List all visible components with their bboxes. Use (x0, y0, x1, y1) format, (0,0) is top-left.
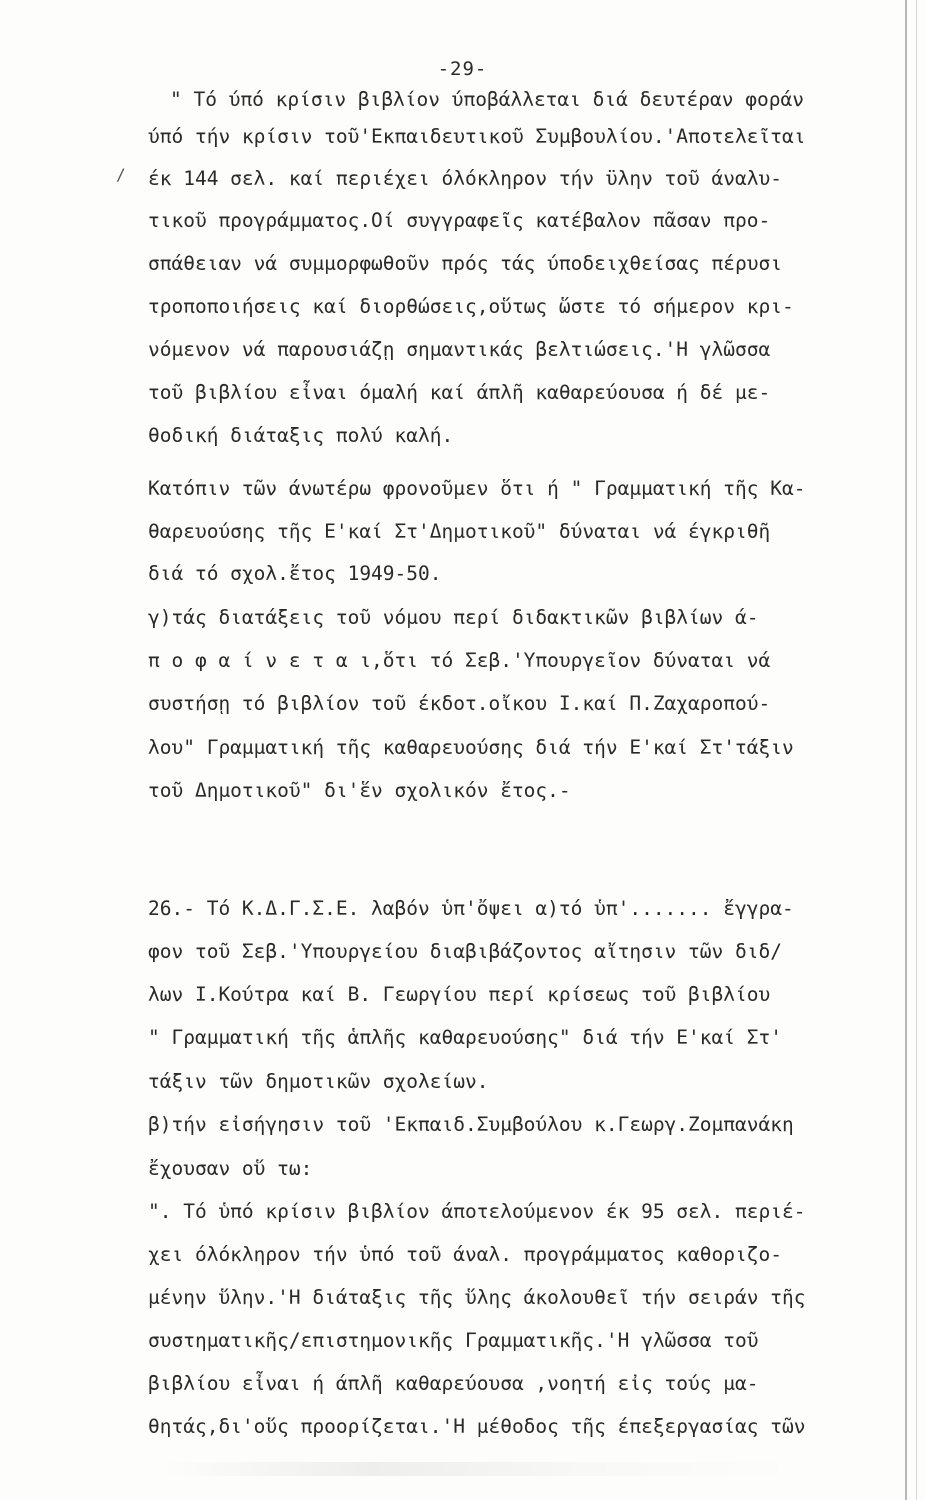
text-line: σπάθειαν νά συμμορφωθοῦν πρός τάς ύποδειχθείσας πέρυσι (148, 252, 782, 275)
text-line: θοδική διάταξις πολύ καλή. (148, 424, 454, 447)
page-number: -29- (437, 58, 488, 80)
text-line: φον τοῦ Σεβ.'Υπουργείου διαβιβάζοντος αἴτησιν τῶν διδ/ (148, 940, 782, 963)
text-line: τικοῦ προγράμματος.Οί συγγραφεῖς κατέβαλον πᾶσαν προ- (148, 209, 771, 232)
text-line: ύπό τήν κρίσιν τοῦ'Εκπαιδευτικοῦ Συμβουλίου.'Αποτελεῖται (148, 125, 806, 148)
text-line: " Γραμματική τῆς ἁπλῆς καθαρευούσης" διά τήν Ε'καί Στ' (148, 1026, 782, 1049)
text-line: π ο φ α ί ν ε τ α ι,ὅτι τό Σεβ.'Υπουργεῖον δύναται νά (148, 649, 771, 672)
text-line: μένην ὕλην.'Η διάταξις τῆς ὕλης άκολουθεῖ τήν σειράν τῆς (148, 1286, 806, 1309)
bottom-bleed-through (160, 1462, 800, 1476)
text-line: Κατόπιν τῶν άνωτέρω φρονοῦμεν ὅτι ή " Γραμματική τῆς Κα- (148, 477, 806, 500)
margin-mark: / (116, 165, 126, 184)
text-line: έκ 144 σελ. καί περιέχει όλόκληρον τήν ϋλην τοῦ άναλυ- (148, 167, 782, 190)
page-edge-line (905, 0, 907, 1500)
text-line: λου" Γραμματική τῆς καθαρευούσης διά τήν Ε'καί Στ'τάξιν (148, 736, 794, 759)
text-line: β)τήν εἰσήγησιν τοῦ 'Εκπαιδ.Συμβούλου κ.Γεωργ.Ζομπανάκη (148, 1113, 794, 1136)
page-edge-line-outer (916, 0, 917, 1500)
text-line: τροποποιήσεις καί διορθώσεις,οὕτως ὥστε τό σήμερον κρι- (148, 295, 794, 318)
text-line: νόμενον νά παρουσιάζῃ σημαντικάς βελτιώσεις.'Η γλῶσσα (148, 338, 771, 361)
text-line: θητάς,δι'οὕς προορίζεται.'Η μέθοδος τῆς έπεξεργασίας τῶν (148, 1415, 806, 1438)
text-line: συστήσῃ τό βιβλίον τοῦ έκδοτ.οἴκου Ι.καί Π.Ζαχαροπού- (148, 692, 771, 715)
text-line: γ)τάς διατάξεις τοῦ νόμου περί διδακτικῶν βιβλίων ά- (148, 606, 759, 629)
text-line: χει όλόκληρον τήν ὑπό τοῦ άναλ. προγράμματος καθοριζο- (148, 1243, 782, 1266)
text-line: 26.- Τό Κ.Δ.Γ.Σ.Ε. λαβόν ὑπ'ὄψει α)τό ὑπ'....... ἔγγρα- (148, 897, 794, 920)
text-line: " Τό ύπό κρίσιν βιβλίον ύποβάλλεται διά δευτέραν φοράν (170, 88, 804, 111)
text-line: ". Τό ὑπό κρίσιν βιβλίον άποτελούμενον έκ 95 σελ. περιέ- (148, 1200, 806, 1223)
text-line: ἔχουσαν οὕ τω: (148, 1157, 313, 1180)
text-line: λων Ι.Κούτρα καί Β. Γεωργίου περί κρίσεως τοῦ βιβλίου (148, 983, 771, 1006)
text-line: συστηματικῆς/επιστημονικῆς Γραμματικῆς.'Η γλῶσσα τοῦ (148, 1329, 759, 1352)
text-line: διά τό σχολ.ἔτος 1949-50. (148, 562, 442, 585)
text-line: θαρευούσης τῆς Ε'καί Στ'Δημοτικοῦ" δύναται νά έγκριθῆ (148, 520, 771, 543)
text-line: βιβλίου εἶναι ή άπλῆ καθαρεύουσα ,νοητή εἰς τούς μα- (148, 1372, 759, 1395)
text-line: τάξιν τῶν δημοτικῶν σχολείων. (148, 1070, 489, 1093)
text-line: τοῦ βιβλίου εἶναι όμαλή καί άπλῆ καθαρεύουσα ή δέ με- (148, 381, 771, 404)
text-line: τοῦ Δημοτικοῦ" δι'ἕν σχολικόν ἔτος.- (148, 779, 571, 802)
